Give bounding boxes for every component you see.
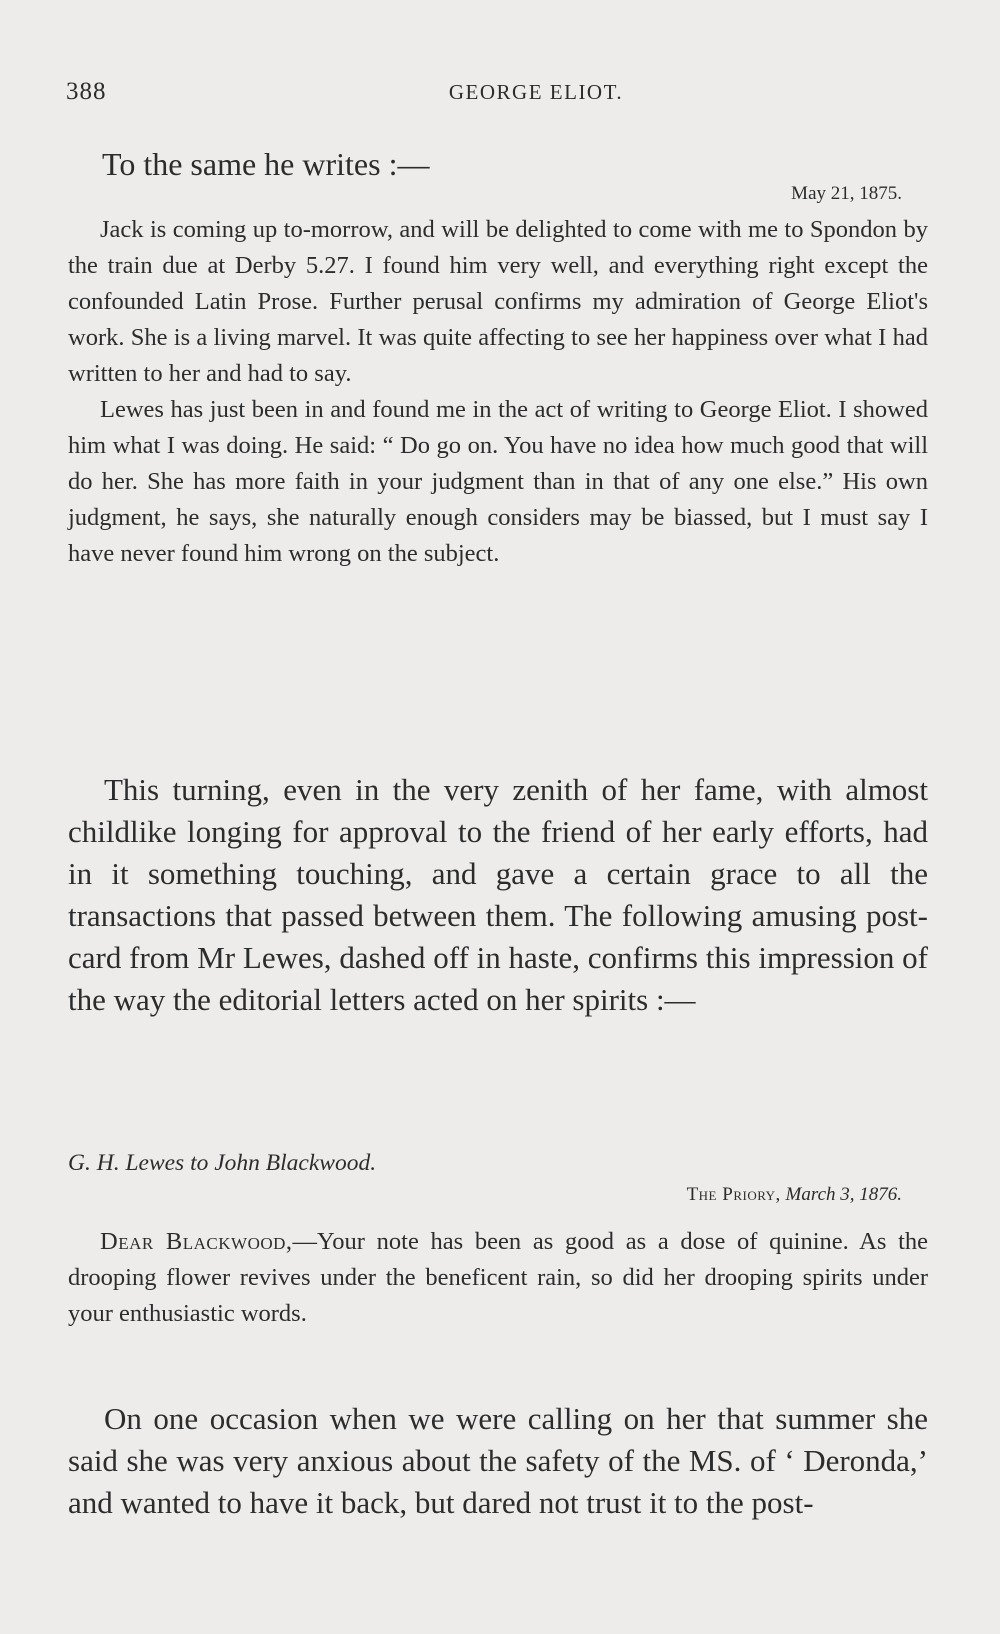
letter2-date: March 3, 1876.	[785, 1184, 902, 1205]
letter2-dateline	[687, 1184, 902, 1206]
letter1-paragraph-2: Lewes has just been in and found me in the act of writing to George Eliot. I showed him what I was doing. He said: “ Do go on. You have no idea how much good that will do her. She has more faith in your judgment than in that of any one else.” His own judgment, he says, she naturally enough considers may be biassed, but I must say I have never found him wrong on the subject.	[68, 396, 928, 567]
letter2-place: The Priory,	[686, 1184, 781, 1205]
narrative-text-2: On one occasion when we were calling on her that summer she said she was very anxious about the safety of the MS. of ‘ Deronda,’ and wanted to have it back, but dared not trust it to the post-	[68, 1401, 928, 1520]
letter1-paragraph-1: Jack is coming up to-morrow, and will be delighted to come with me to Spondon by the train due at Derby 5.27. I found him very well, and everything right except the confounded Latin Prose. Further perusal confirms my admiration of George Eliot's work. She is a living marvel. It was quite affecting to see her happiness over what I had written to her and had to say.	[68, 216, 928, 387]
running-title: GEORGE ELIOT.	[448, 80, 624, 104]
narrative-paragraph-2	[68, 1398, 928, 1524]
letter2-salutation: Dear Blackwood,	[100, 1228, 293, 1255]
letter2-heading: G. H. Lewes to John Blackwood.	[68, 1150, 377, 1176]
letter2-body	[68, 1224, 928, 1332]
letter2-text: —Your note has been as good as a dose of quinine. As the drooping flower revives under the beneficent rain, so did her drooping spirits under your enthusiastic words.	[68, 1228, 929, 1327]
intro-line: To the same he writes :—	[102, 146, 430, 182]
letter1-dateline: May 21, 1875.	[791, 183, 902, 204]
narrative-text-1: This turning, even in the very zenith of her fame, with almost childlike longing for approval to the friend of her early efforts, had in it something touching, and gave a certain grace to all the transactions that passed between them. The following amusing post-card from Mr Lewes, dashed off in haste, confirms this impression of the way the editorial letters acted on her spirits :—	[68, 772, 928, 1017]
letter2-paragraph	[68, 1224, 928, 1332]
page-number: 388	[66, 78, 107, 105]
narrative-paragraph-1	[68, 769, 928, 1021]
letter1-body	[68, 212, 928, 572]
running-head	[66, 78, 926, 114]
